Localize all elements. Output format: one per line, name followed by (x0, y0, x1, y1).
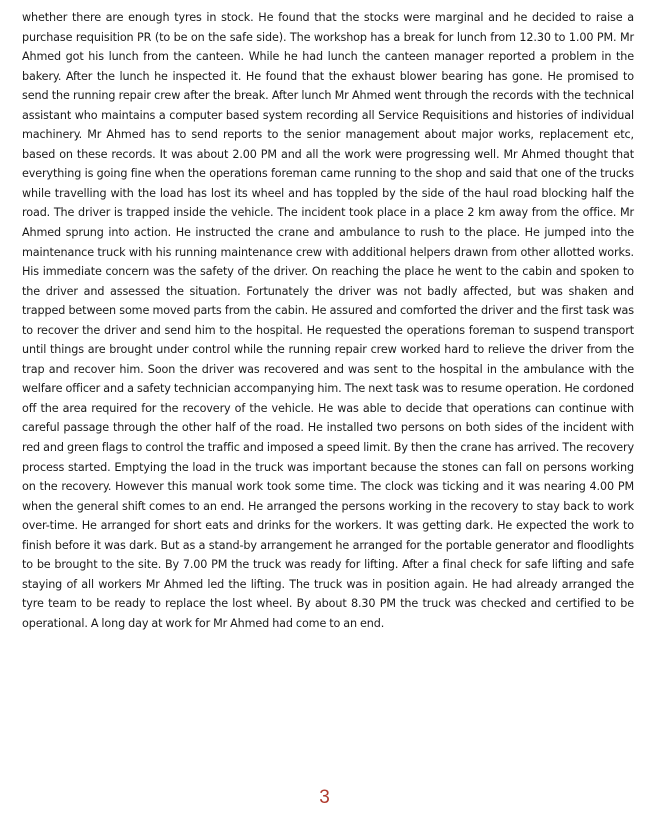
page-number: 3 (319, 787, 330, 808)
body-paragraph: whether there are enough tyres in stock. He found that the stocks were marginal and he decided to raise a purchase requisition PR (to be on the safe side). The workshop has a break for lunch from 12.30 to 1.00 PM. Mr Ahmed got his lunch from the canteen. While he had lunch the canteen manager reported a problem in the bakery. After the lunch he inspected it. He found that the exhaust blower bearing has gone. He promised to send the running repair crew after the break. After lunch Mr Ahmed went through the records with the technical assistant who maintains a computer based system recording all Service Requisitions and histories of individual machinery. Mr Ahmed has to send reports to the senior management about major works, replacement etc, based on these records. It was about 2.00 PM and all the work were progressing well. Mr Ahmed thought that everything is going fine when the operations foreman came running to the shop and said that one of the trucks while travelling with the load has lost its wheel and has toppled by the side of the haul road blocking half the road. The driver is trapped inside the vehicle. The incident took place in a place 2 km away from the office. Mr Ahmed sprung into action. He instructed the crane and ambulance to rush to the place. He jumped into the maintenance truck with his running maintenance crew with additional helpers drawn from other allotted works. His immediate concern was the safety of the driver. On reaching the place he went to the cabin and spoken to the driver and assessed the situation. Fortunately the driver was not badly affected, but was shaken and trapped between some moved parts from the cabin. He assured and comforted the driver and the first task was to recover the driver and send him to the hospital. He requested the operations foreman to suspend transport until things are brought under control while the running repair crew worked hard to relieve the driver from the trap and recover him. Soon the driver was recovered and was sent to the hospital in the ambulance with the welfare officer and a safety technician accompanying him. The next task was to resume operation. He cordoned off the area required for the recovery of the vehicle. He was able to decide that operations can continue with careful passage through the other half of the road. He installed two persons on both sides of the incident with red and green flags to control the traffic and imposed a speed limit. By then the crane has arrived. The recovery process started. Emptying the load in the truck was important because the stones can fall on persons working on the recovery. However this manual work took some time. The clock was ticking and it was nearing 4.00 PM when the general shift comes to an end. He arranged the persons working in the recovery to stay back to work over-time. He arranged for short eats and drinks for the workers. It was getting dark. He expected the work to finish before it was dark. But as a stand-by arrangement he arranged for the portable generator and floodlights to be brought to the site. By 7.00 PM the truck was ready for lifting. After a final check for safe lifting and safe staying of all workers Mr Ahmed led the lifting. The truck was in position again. He had already arranged the tyre team to be ready to replace the lost wheel. By about 8.30 PM the truck was checked and certified to be operational. A long day at work for Mr Ahmed had come to an end. (22, 11, 634, 630)
